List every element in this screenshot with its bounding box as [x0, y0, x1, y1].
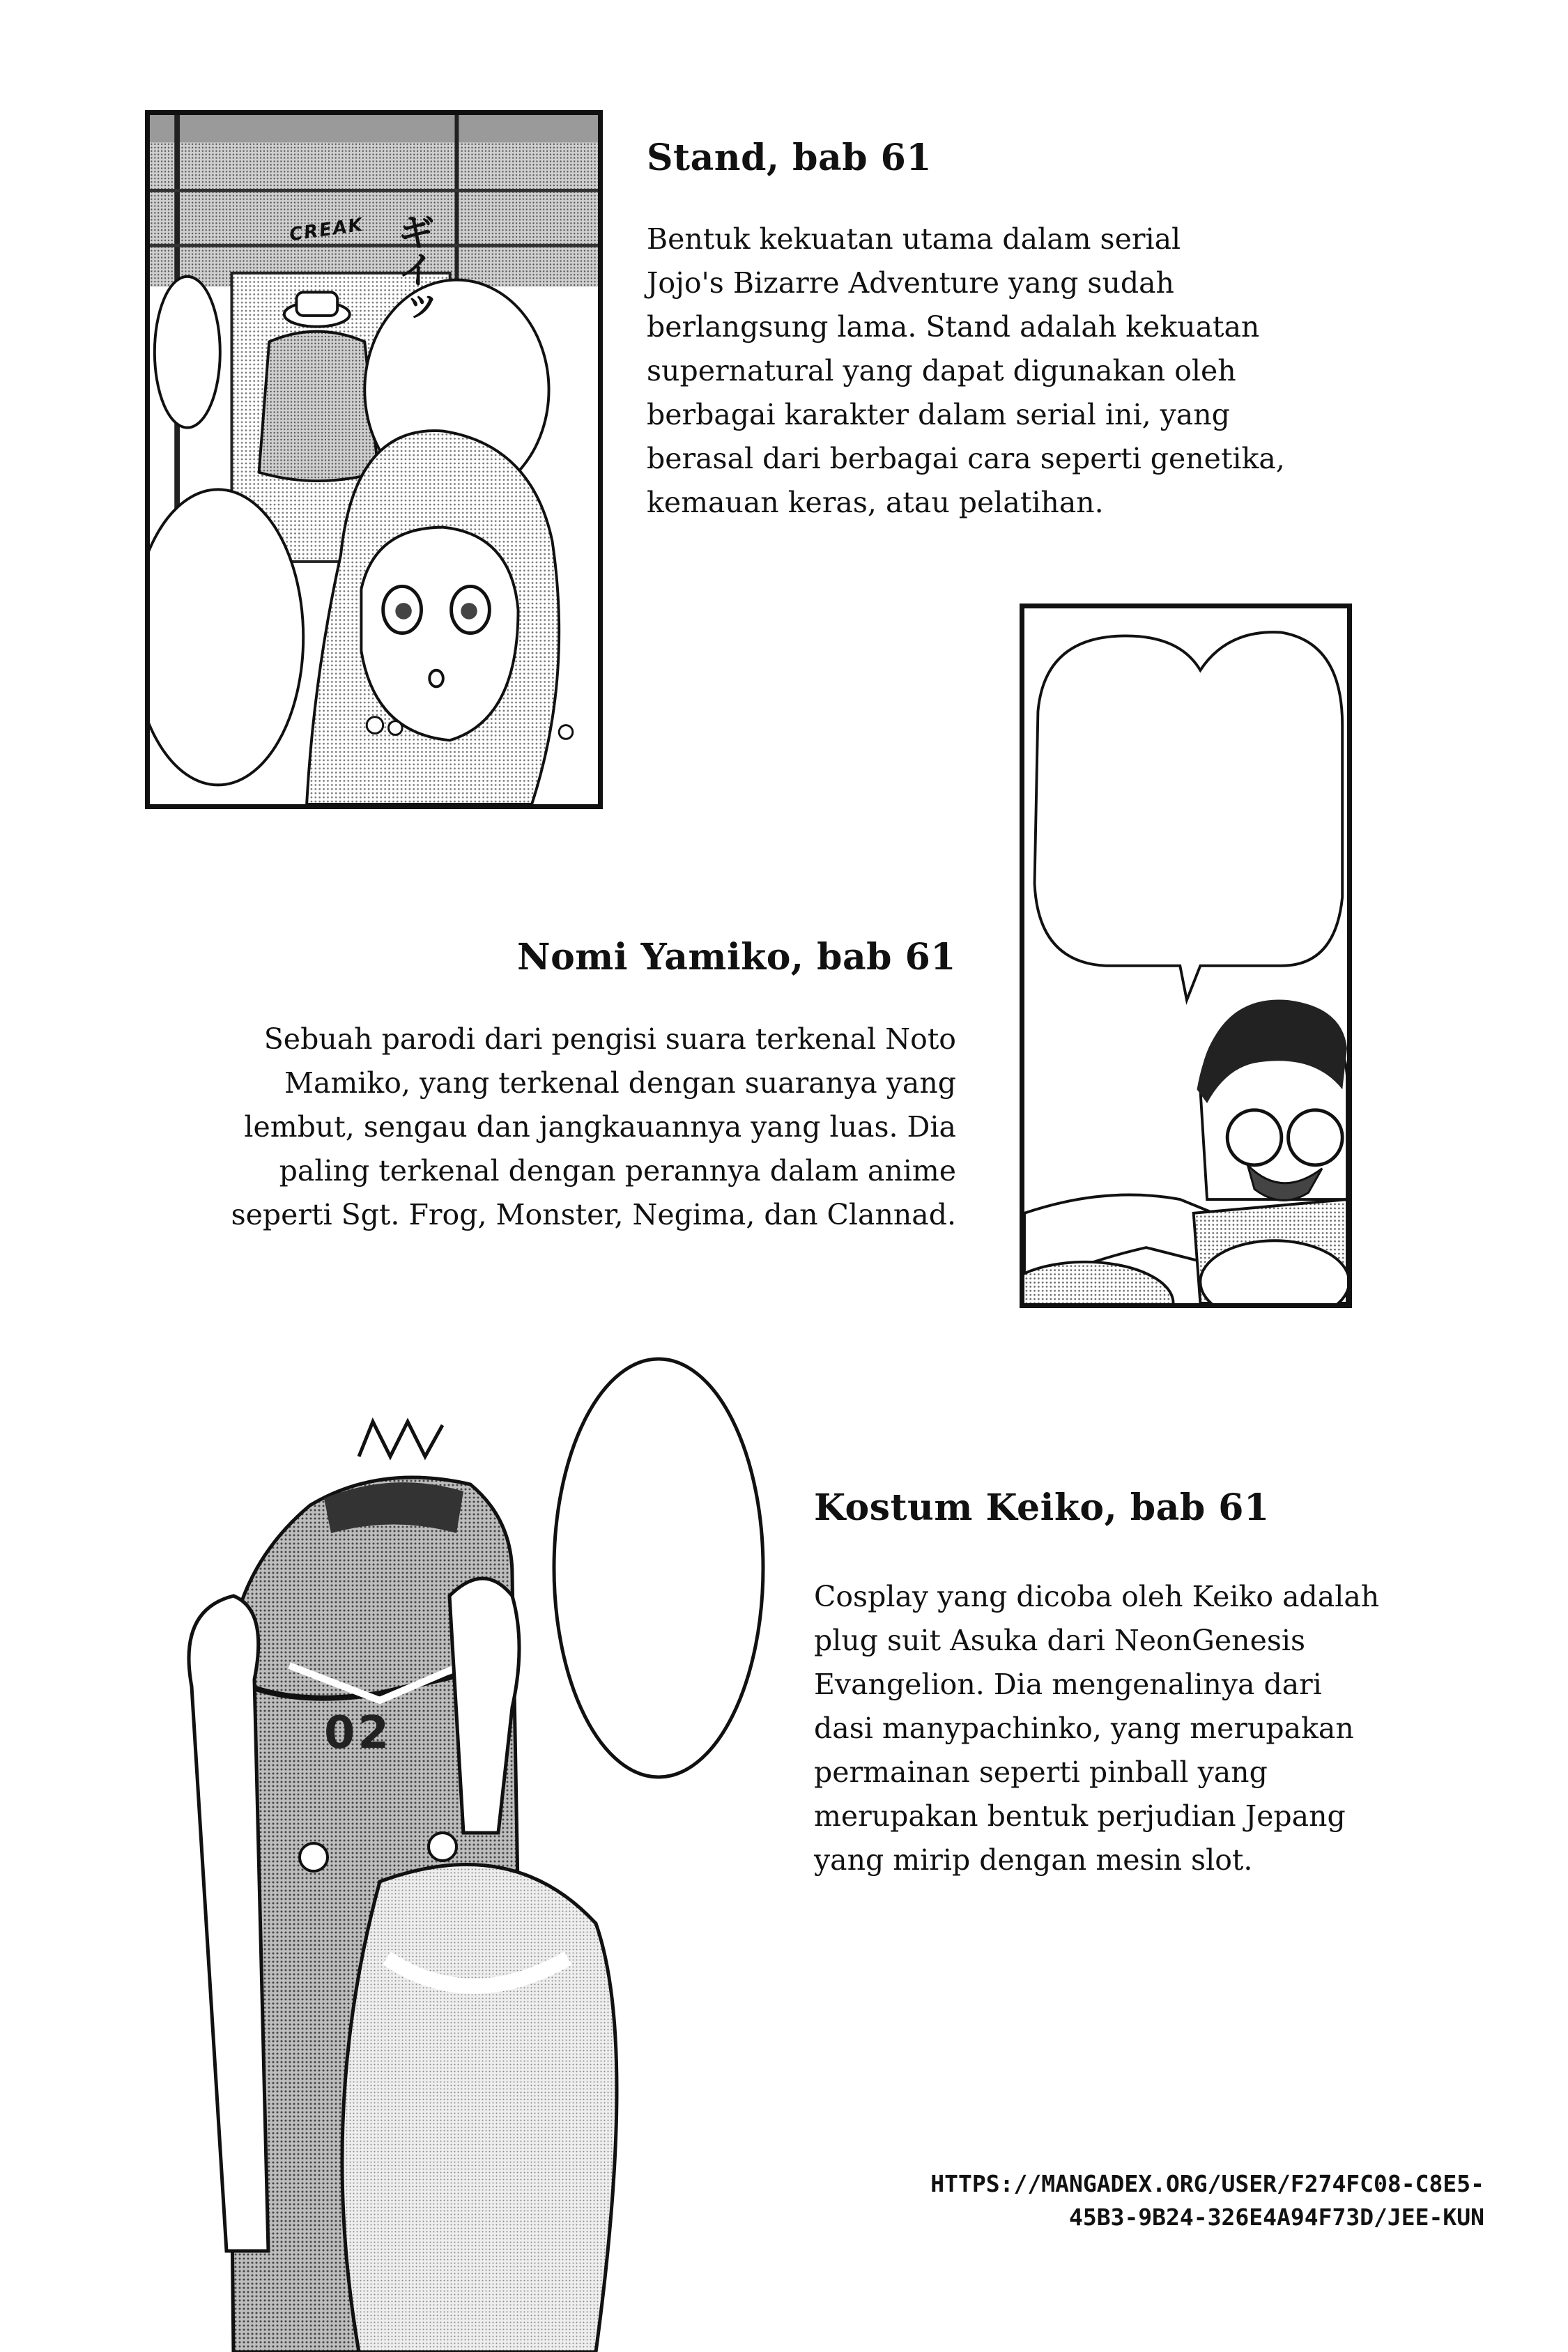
keiko-costume-art: [150, 1345, 777, 2352]
stand-note-body: [647, 217, 1285, 525]
nomi-yamiko-note-line: lembut, sengau dan jangkauannya yang luas. Dia: [244, 1110, 956, 1144]
stand-note-line: berlangsung lama. Stand adalah kekuatan: [647, 310, 1260, 344]
nomi-yamiko-note-line: Mamiko, yang terkenal dengan suaranya yang: [284, 1066, 956, 1100]
nomi-yamiko-panel-art: [1024, 608, 1347, 1303]
stand-panel: [145, 110, 603, 809]
credit-url-line: 45B3-9B24-326E4A94F73D/JEE-KUN: [1068, 2204, 1484, 2231]
sound-effect-japanese: ギイッ: [392, 213, 436, 325]
stand-panel-art: [150, 115, 598, 804]
sound-effect-creak: CREAK: [288, 214, 365, 246]
nomi-yamiko-note-line: Sebuah parodi dari pengisi suara terkenal Noto: [263, 1022, 956, 1056]
nomi-yamiko-panel: [1020, 604, 1352, 1308]
nomi-yamiko-note-title: Nomi Yamiko, bab 61: [517, 936, 956, 978]
nomi-yamiko-note-line: paling terkenal dengan perannya dalam anime: [279, 1154, 956, 1187]
plugsuit-number: 02: [324, 1707, 392, 1759]
nomi-yamiko-note-line: seperti Sgt. Frog, Monster, Negima, dan Clannad.: [231, 1198, 956, 1231]
keiko-costume-note-line: permainan seperti pinball yang: [814, 1755, 1268, 1789]
credit-url: [930, 2167, 1484, 2234]
keiko-costume-note-line: merupakan bentuk perjudian Jepang: [814, 1799, 1346, 1833]
keiko-costume-note-line: plug suit Asuka dari NeonGenesis: [814, 1624, 1306, 1657]
keiko-costume-note-line: Cosplay yang dicoba oleh Keiko adalah: [814, 1580, 1380, 1613]
keiko-costume-note-line: dasi manypachinko, yang merupakan: [814, 1712, 1354, 1745]
stand-note-line: berasal dari berbagai cara seperti genetika,: [647, 442, 1285, 475]
keiko-costume-note-line: yang mirip dengan mesin slot.: [814, 1843, 1253, 1877]
credit-url-line: HTTPS://MANGADEX.ORG/USER/F274FC08-C8E5-: [930, 2170, 1484, 2197]
keiko-costume-note-title: Kostum Keiko, bab 61: [814, 1486, 1270, 1529]
stand-note-title: Stand, bab 61: [647, 137, 932, 179]
stand-note-line: Bentuk kekuatan utama dalam serial: [647, 222, 1181, 256]
stand-note-line: berbagai karakter dalam serial ini, yang: [647, 398, 1230, 431]
keiko-costume-note-line: Evangelion. Dia mengenalinya dari: [814, 1668, 1322, 1701]
nomi-yamiko-note-body: [231, 1017, 956, 1237]
keiko-costume-drawing: [150, 1345, 777, 2352]
stand-note-line: kemauan keras, atau pelatihan.: [647, 486, 1104, 519]
keiko-costume-note-body: [814, 1575, 1379, 1882]
stand-note-line: supernatural yang dapat digunakan oleh: [647, 354, 1236, 387]
stand-note-line: Jojo's Bizarre Adventure yang sudah: [647, 266, 1174, 300]
